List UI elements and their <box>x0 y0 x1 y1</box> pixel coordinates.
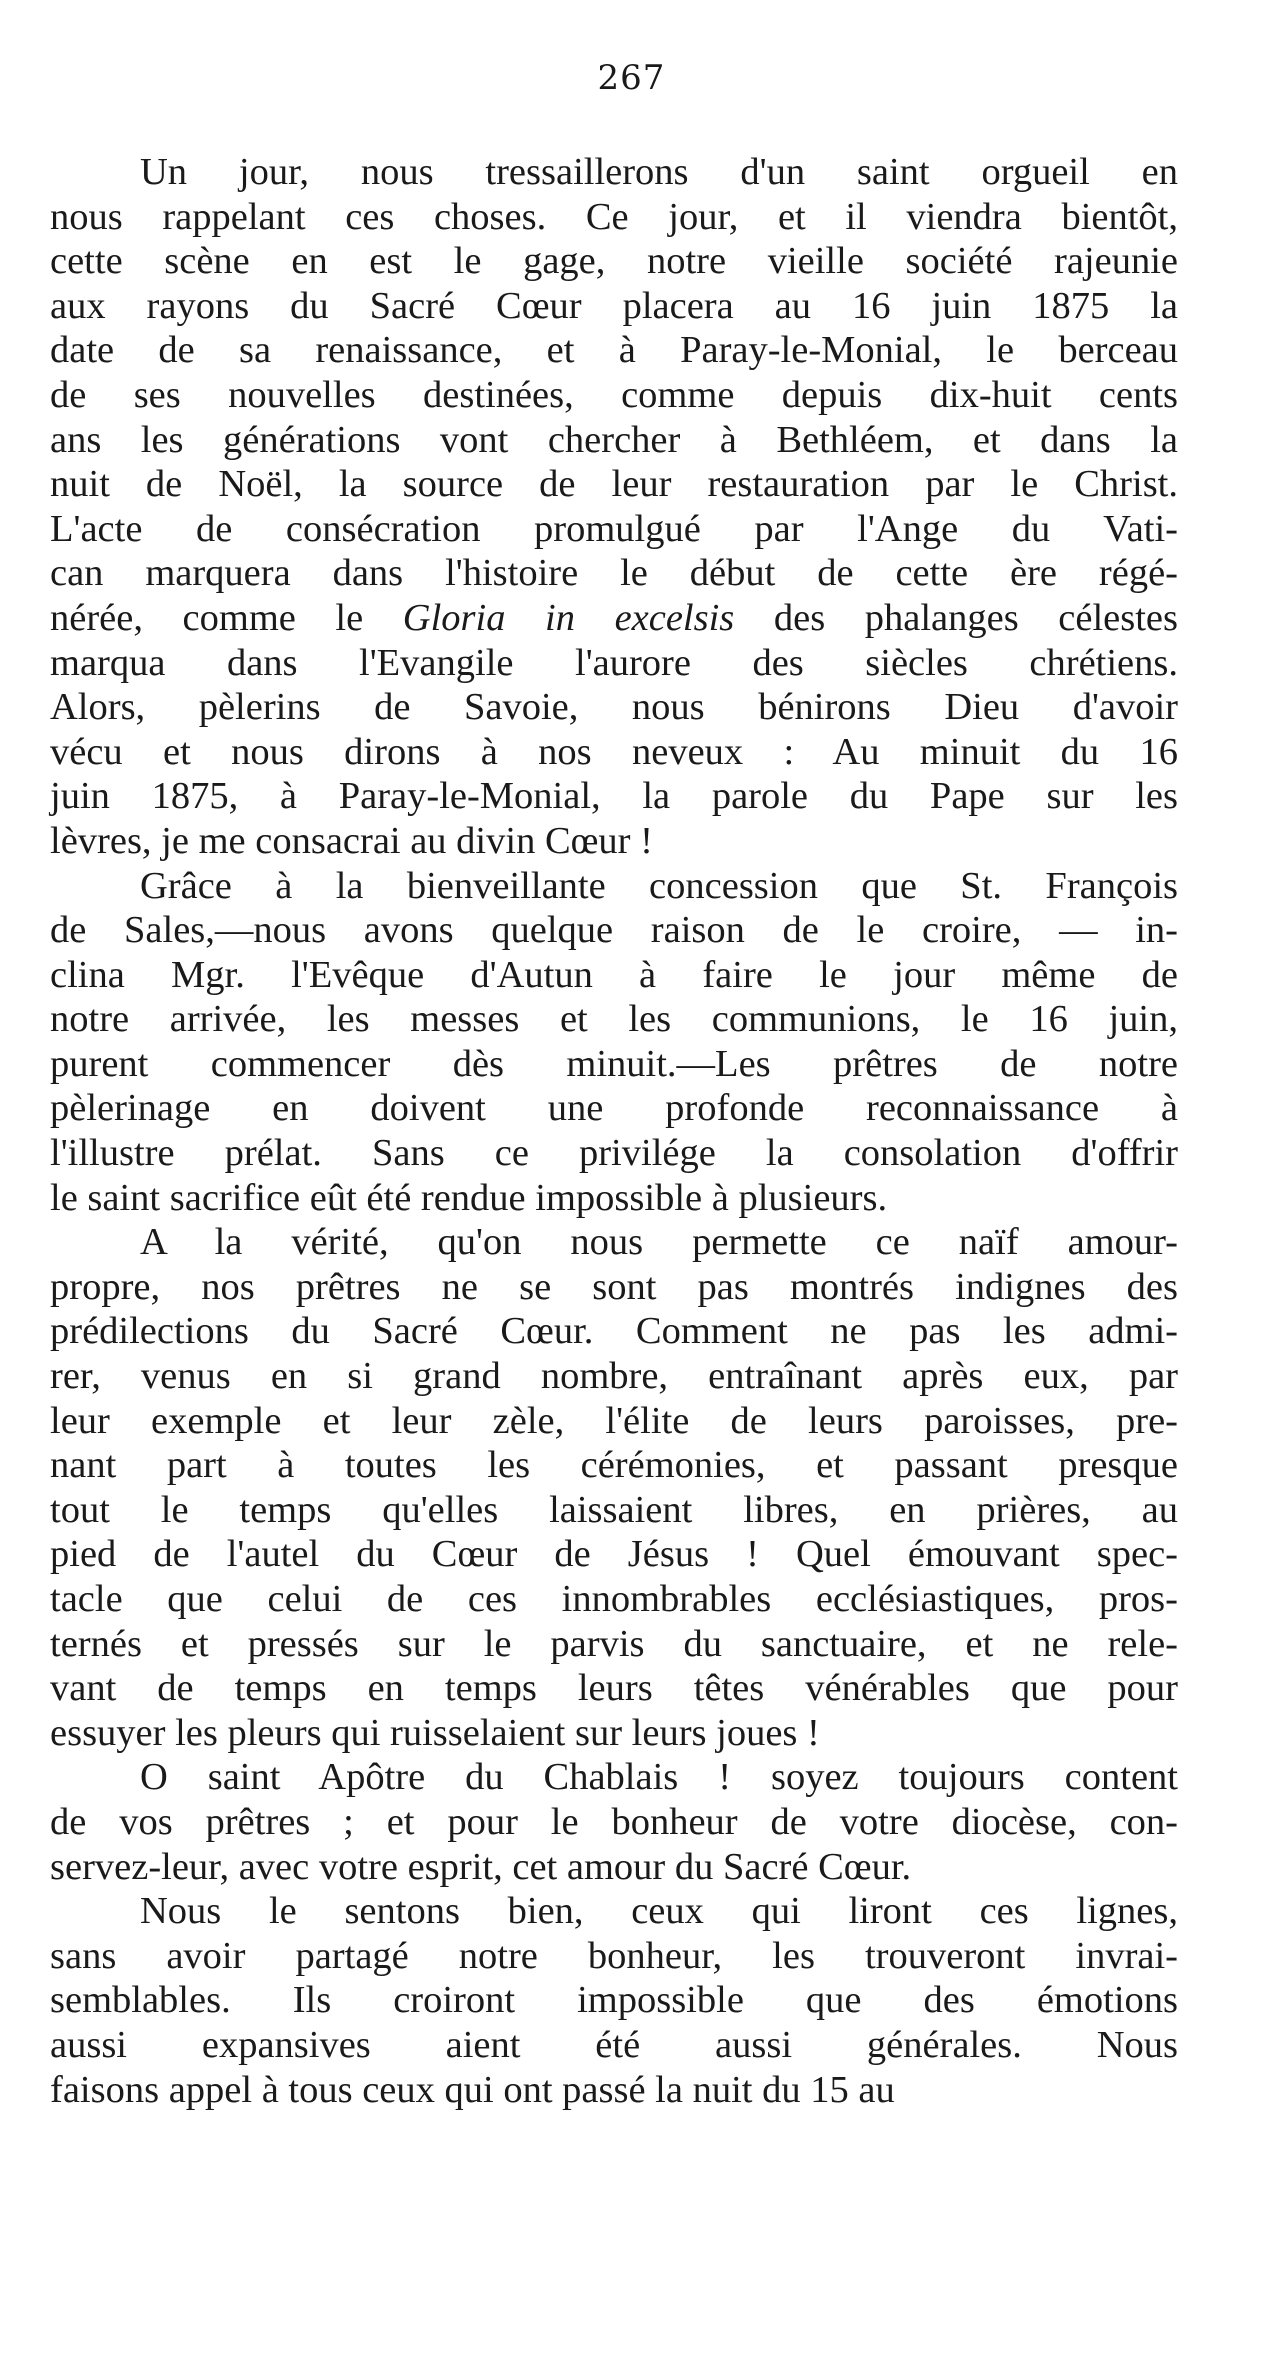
text-line: notre arrivée, les messes et les communions, le 16 juin, <box>50 998 1178 1041</box>
text-line: pied de l'autel du Cœur de Jésus ! Quel émouvant spec- <box>50 1533 1178 1576</box>
text-line: juin 1875, à Paray-le-Monial, la parole du Pape sur les <box>50 775 1178 818</box>
text-line: Nous le sentons bien, ceux qui liront ces lignes, <box>140 1890 1178 1933</box>
text-line: de Sales,—nous avons quelque raison de le croire, — in- <box>50 909 1178 952</box>
text-line: semblables. Ils croiront impossible que des émotions <box>50 1979 1178 2022</box>
text-line: L'acte de consécration promulgué par l'Ange du Vati- <box>50 507 1178 550</box>
text-line: tacle que celui de ces innombrables ecclésiastiques, pros- <box>50 1578 1178 1620</box>
text-line: faisons appel à tous ceux qui ont passé la nuit du 15 au <box>50 2068 895 2111</box>
text-line: nuit de Noël, la source de leur restauration par le Christ. <box>50 463 1178 506</box>
text-line: lèvres, je me consacrai au divin Cœur ! <box>50 819 653 862</box>
text-line: clina Mgr. l'Evêque d'Autun à faire le jour même de <box>50 953 1178 996</box>
text-line: marqua dans l'Evangile l'aurore des siècles chrétiens. <box>50 641 1178 684</box>
text-line: pèlerinage en doivent une profonde reconnaissance à <box>50 1087 1178 1130</box>
text-line: can marquera dans l'histoire le début de cette ère régé- <box>50 552 1178 595</box>
text-line: purent commencer dès minuit.—Les prêtres de notre <box>50 1042 1178 1085</box>
page-number: 267 <box>597 58 666 98</box>
text-line: aussi expansives aient été aussi générales. Nous <box>50 2023 1178 2066</box>
text-line: date de sa renaissance, et à Paray-le-Monial, le berceau <box>50 329 1178 372</box>
text-line: Grâce à la bienveillante concession que St. François <box>140 864 1178 907</box>
text-line: essuyer les pleurs qui ruisselaient sur leurs joues ! <box>50 1711 820 1754</box>
text-line: ternés et pressés sur le parvis du sanctuaire, et ne rele- <box>50 1622 1178 1665</box>
text-line: servez-leur, avec votre esprit, cet amour du Sacré Cœur. <box>50 1845 912 1888</box>
text-line: l'illustre prélat. Sans ce privilége la consolation d'offrir <box>50 1132 1178 1175</box>
text-line: propre, nos prêtres ne se sont pas montrés indignes des <box>50 1265 1178 1308</box>
text-line: le saint sacrifice eût été rendue impossible à plusieurs. <box>50 1176 888 1219</box>
text-line: Un jour, nous tressaillerons d'un saint orgueil en <box>140 151 1178 193</box>
text-line: nérée, comme le Gloria in excelsis des phalanges célestes <box>50 596 1178 639</box>
text-line: vant de temps en temps leurs têtes vénérables que pour <box>50 1667 1178 1710</box>
text-line: de vos prêtres ; et pour le bonheur de votre diocèse, con- <box>50 1800 1178 1843</box>
text-line: vécu et nous dirons à nos neveux : Au minuit du 16 <box>50 730 1178 773</box>
text-line: ans les générations vont chercher à Bethléem, et dans la <box>50 418 1178 461</box>
text-line: O saint Apôtre du Chablais ! soyez toujours content <box>140 1756 1178 1799</box>
text-line: de ses nouvelles destinées, comme depuis dix-huit cents <box>50 373 1178 416</box>
text-line: cette scène en est le gage, notre vieille société rajeunie <box>50 240 1178 283</box>
text-line: A la vérité, qu'on nous permette ce naïf amour- <box>140 1221 1178 1264</box>
book-page-text <box>50 150 1178 2112</box>
text-line: prédilections du Sacré Cœur. Comment ne pas les admi- <box>50 1310 1178 1353</box>
text-line: Alors, pèlerins de Savoie, nous bénirons Dieu d'avoir <box>50 686 1178 729</box>
text-line: tout le temps qu'elles laissaient libres, en prières, au <box>50 1488 1178 1531</box>
text-line: rer, venus en si grand nombre, entraînant après eux, par <box>50 1355 1178 1398</box>
text-line: leur exemple et leur zèle, l'élite de leurs paroisses, pre- <box>50 1399 1178 1442</box>
text-line: sans avoir partagé notre bonheur, les trouveront invrai- <box>50 1934 1178 1977</box>
text-line: nant part à toutes les cérémonies, et passant presque <box>50 1444 1178 1487</box>
text-line: nous rappelant ces choses. Ce jour, et il viendra bientôt, <box>50 195 1178 238</box>
text-line: aux rayons du Sacré Cœur placera au 16 juin 1875 la <box>50 284 1178 327</box>
